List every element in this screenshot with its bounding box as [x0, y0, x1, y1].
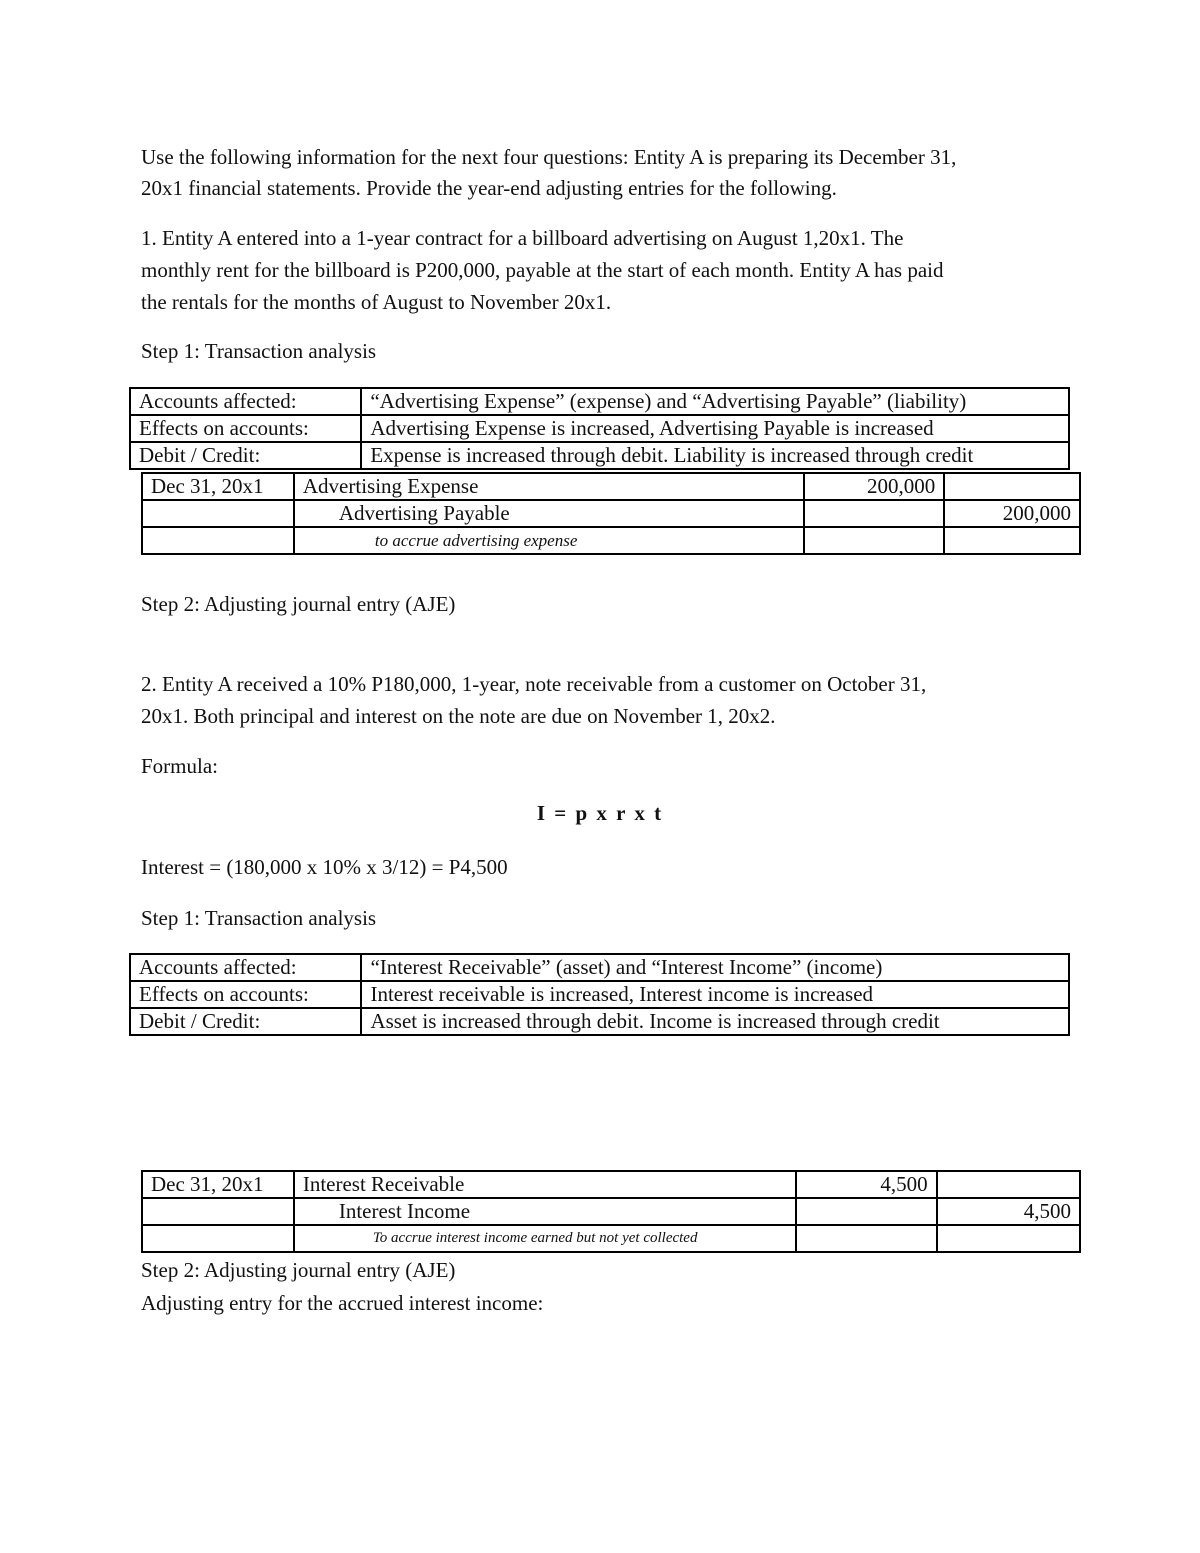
journal-credit-account: Advertising Payable — [294, 500, 804, 527]
q2-step2-heading: Step 2: Adjusting journal entry (AJE) — [141, 1258, 456, 1282]
q1-line-3: the rentals for the months of August to November 20x1. — [141, 290, 612, 314]
analysis-label: Effects on accounts: — [130, 415, 361, 442]
journal-debit-amount: 4,500 — [796, 1171, 936, 1198]
table-row — [142, 473, 1080, 500]
table-row — [142, 527, 1080, 554]
journal-empty-cell — [142, 500, 294, 527]
journal-debit-account: Advertising Expense — [294, 473, 804, 500]
analysis-label: Effects on accounts: — [130, 981, 361, 1008]
journal-empty-cell — [142, 1225, 294, 1252]
journal-empty-cell — [142, 527, 294, 554]
analysis-value: “Interest Receivable” (asset) and “Interest Income” (income) — [361, 954, 1069, 981]
table-row — [142, 1171, 1080, 1198]
journal-explanation: To accrue interest income earned but not yet collected — [294, 1225, 796, 1252]
journal-credit-account: Interest Income — [294, 1198, 796, 1225]
q1-step1-heading: Step 1: Transaction analysis — [141, 339, 377, 363]
analysis-label: Accounts affected: — [130, 954, 361, 981]
journal-debit-amount: 200,000 — [804, 473, 945, 500]
table-row — [130, 981, 1069, 1008]
q2-step1-heading: Step 1: Transaction analysis — [141, 906, 377, 930]
q2-formula: I = p x r x t — [536, 801, 664, 825]
q2-interest-calculation: Interest = (180,000 x 10% x 3/12) = P4,500 — [141, 855, 508, 879]
journal-debit-account: Interest Receivable — [294, 1171, 796, 1198]
analysis-value: “Advertising Expense” (expense) and “Advertising Payable” (liability) — [361, 388, 1069, 415]
q2-journal-table — [141, 1170, 1081, 1253]
table-row — [142, 1225, 1080, 1252]
journal-date: Dec 31, 20x1 — [142, 1171, 294, 1198]
q1-line-1: 1. Entity A entered into a 1-year contract for a billboard advertising on August 1,20x1. The — [141, 226, 904, 250]
intro-line-2: 20x1 financial statements. Provide the year-end adjusting entries for the following. — [141, 176, 837, 200]
intro-line-1: Use the following information for the next four questions: Entity A is preparing its December 31, — [141, 145, 957, 169]
q2-formula-label: Formula: — [141, 754, 218, 778]
q1-journal-table — [141, 472, 1081, 555]
q1-step2-heading: Step 2: Adjusting journal entry (AJE) — [141, 592, 456, 616]
journal-empty-cell — [142, 1198, 294, 1225]
q1-analysis-table — [129, 387, 1070, 470]
analysis-label: Debit / Credit: — [130, 442, 361, 469]
journal-empty-cell — [937, 1225, 1080, 1252]
table-row — [130, 415, 1069, 442]
table-row — [130, 442, 1069, 469]
analysis-value: Interest receivable is increased, Interest income is increased — [361, 981, 1069, 1008]
journal-empty-cell — [944, 473, 1080, 500]
q2-analysis-table — [129, 953, 1070, 1036]
journal-empty-cell — [796, 1198, 936, 1225]
journal-credit-amount: 200,000 — [944, 500, 1080, 527]
q1-line-2: monthly rent for the billboard is P200,000, payable at the start of each month. Entity A has paid — [141, 258, 944, 282]
analysis-label: Debit / Credit: — [130, 1008, 361, 1035]
journal-empty-cell — [944, 527, 1080, 554]
journal-empty-cell — [796, 1225, 936, 1252]
q2-line-2: 20x1. Both principal and interest on the note are due on November 1, 20x2. — [141, 704, 776, 728]
table-row — [130, 954, 1069, 981]
table-row — [130, 1008, 1069, 1035]
q2-closing-line: Adjusting entry for the accrued interest income: — [141, 1291, 544, 1315]
table-row — [142, 1198, 1080, 1225]
analysis-value: Expense is increased through debit. Liability is increased through credit — [361, 442, 1069, 469]
analysis-value: Asset is increased through debit. Income is increased through credit — [361, 1008, 1069, 1035]
journal-empty-cell — [804, 500, 945, 527]
q2-line-1: 2. Entity A received a 10% P180,000, 1-year, note receivable from a customer on October 31, — [141, 672, 927, 696]
journal-credit-amount: 4,500 — [937, 1198, 1080, 1225]
journal-empty-cell — [804, 527, 945, 554]
analysis-value: Advertising Expense is increased, Advertising Payable is increased — [361, 415, 1069, 442]
journal-explanation: to accrue advertising expense — [294, 527, 804, 554]
table-row — [142, 500, 1080, 527]
table-row — [130, 388, 1069, 415]
journal-empty-cell — [937, 1171, 1080, 1198]
analysis-label: Accounts affected: — [130, 388, 361, 415]
journal-date: Dec 31, 20x1 — [142, 473, 294, 500]
